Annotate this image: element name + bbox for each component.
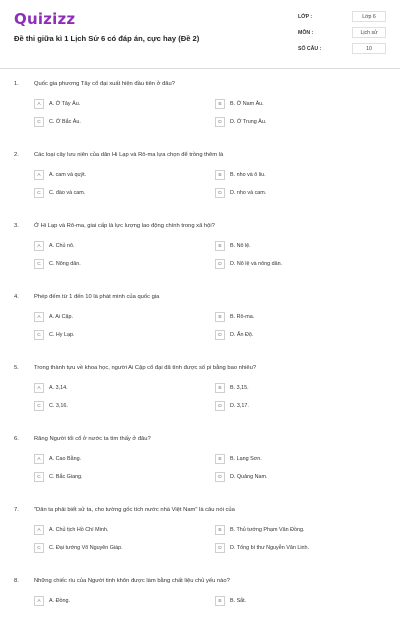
option-b-key: B <box>215 241 225 251</box>
option-a-key: A <box>34 241 44 251</box>
option-d-key: D <box>215 472 225 482</box>
option-c-key: C <box>34 330 44 340</box>
option-c-key: C <box>34 401 44 411</box>
question-list <box>0 76 400 644</box>
quizizz-logo: Quizizz <box>14 10 76 28</box>
option-a[interactable] <box>34 239 184 253</box>
option-a-text: A. cam và quýt. <box>49 172 87 178</box>
question-item <box>0 573 400 644</box>
question-item <box>0 147 400 218</box>
option-b-text: B. Rô-ma. <box>230 314 255 320</box>
option-c[interactable] <box>34 115 184 129</box>
question-item <box>0 360 400 431</box>
option-b-text: B. Thủ tướng Phạm Văn Đồng. <box>230 527 305 533</box>
option-a-key: A <box>34 99 44 109</box>
option-a-key: A <box>34 170 44 180</box>
question-number: 6. <box>14 436 19 442</box>
page-title: Đề thi giữa kì 1 Lịch Sử 6 có đáp án, cực hay (Đề 2) <box>14 34 200 43</box>
subject-value: Lịch sử <box>352 27 386 38</box>
option-d[interactable] <box>215 470 365 484</box>
option-d-key: D <box>215 259 225 269</box>
worksheet-header <box>0 0 400 68</box>
option-c-key: C <box>34 117 44 127</box>
option-b-key: B <box>215 383 225 393</box>
option-d[interactable] <box>215 186 365 200</box>
option-b[interactable] <box>215 594 365 608</box>
question-number: 3. <box>14 223 19 229</box>
option-d-key: D <box>215 401 225 411</box>
option-b[interactable] <box>215 381 365 395</box>
option-d[interactable] <box>215 541 365 555</box>
subject-label: MÔN : <box>298 30 314 36</box>
option-c[interactable] <box>34 541 184 555</box>
question-item <box>0 502 400 573</box>
option-d-text: D. 3,17. <box>230 403 249 409</box>
option-d-text: D. nho và cam. <box>230 190 267 196</box>
question-text: Phép đếm từ 1 đến 10 là phát minh của quốc gia <box>34 294 160 300</box>
question-text: "Dân ta phải biết sử ta, cho tường gốc tích nước nhà Việt Nam" là câu nói của <box>34 507 235 513</box>
option-d-text: D. Quảng Nam. <box>230 474 268 480</box>
option-a-text: A. 3,14. <box>49 385 68 391</box>
option-b[interactable] <box>215 523 365 537</box>
option-a-text: A. Ai Cập. <box>49 314 73 320</box>
option-a-key: A <box>34 596 44 606</box>
option-c[interactable] <box>34 399 184 413</box>
option-b[interactable] <box>215 310 365 324</box>
question-text: Răng Người tối cổ ở nước ta tìm thấy ở đâu? <box>34 436 151 442</box>
option-b-key: B <box>215 99 225 109</box>
option-b-key: B <box>215 596 225 606</box>
option-a[interactable] <box>34 452 184 466</box>
option-b-text: B. Sắt. <box>230 598 247 604</box>
option-b-key: B <box>215 454 225 464</box>
question-number: 1. <box>14 81 19 87</box>
option-d-key: D <box>215 117 225 127</box>
option-d-text: D. Tổng bí thư Nguyễn Văn Linh. <box>230 545 310 551</box>
option-c-text: C. đào và cam. <box>49 190 86 196</box>
question-number: 5. <box>14 365 19 371</box>
option-a-text: A. Đồng. <box>49 598 70 604</box>
option-c-text: C. Ở Bắc Âu. <box>49 119 81 125</box>
option-b-text: B. Ở Nam Âu. <box>230 101 264 107</box>
question-count-label: SỐ CÂU : <box>298 46 322 52</box>
option-d[interactable] <box>215 115 365 129</box>
option-c-key: C <box>34 472 44 482</box>
option-c-text: C. Bắc Giang. <box>49 474 83 480</box>
option-a[interactable] <box>34 168 184 182</box>
option-a-key: A <box>34 383 44 393</box>
question-number: 4. <box>14 294 19 300</box>
header-divider <box>0 68 400 69</box>
option-a[interactable] <box>34 381 184 395</box>
option-a-text: A. Ở Tây Âu. <box>49 101 81 107</box>
option-b[interactable] <box>215 452 365 466</box>
option-a-text: A. Cao Bằng. <box>49 456 82 462</box>
option-a[interactable] <box>34 523 184 537</box>
option-d[interactable] <box>215 257 365 271</box>
option-a[interactable] <box>34 310 184 324</box>
grade-value: Lớp 6 <box>352 11 386 22</box>
option-d[interactable] <box>215 399 365 413</box>
option-c[interactable] <box>34 470 184 484</box>
option-b-text: B. Lạng Sơn. <box>230 456 262 462</box>
option-b-key: B <box>215 525 225 535</box>
option-d-text: D. Nô lệ và nông dân. <box>230 261 283 267</box>
question-item <box>0 218 400 289</box>
option-b[interactable] <box>215 168 365 182</box>
question-number: 2. <box>14 152 19 158</box>
question-number: 7. <box>14 507 19 513</box>
option-d-key: D <box>215 188 225 198</box>
option-c-text: C. Đại tướng Võ Nguyên Giáp. <box>49 545 123 551</box>
question-number: 8. <box>14 578 19 584</box>
option-a-text: A. Chủ tịch Hồ Chí Minh. <box>49 527 109 533</box>
option-d-key: D <box>215 543 225 553</box>
option-d-text: D. Ở Trung Âu. <box>230 119 267 125</box>
question-item <box>0 431 400 502</box>
question-text: Những chiếc rìu của Người tinh khôn được làm bằng chất liệu chủ yếu nào? <box>34 578 230 584</box>
option-c[interactable] <box>34 186 184 200</box>
option-c-text: C. Nông dân. <box>49 261 81 267</box>
option-b-text: B. Nô lệ. <box>230 243 251 249</box>
option-b[interactable] <box>215 97 365 111</box>
option-d-key: D <box>215 330 225 340</box>
question-item <box>0 289 400 360</box>
option-b-text: B. nho và ô liu. <box>230 172 266 178</box>
question-item <box>0 76 400 147</box>
option-a-key: A <box>34 454 44 464</box>
option-c-key: C <box>34 188 44 198</box>
option-c-key: C <box>34 259 44 269</box>
question-text: Trong thành tựu về khoa học, người Ai Cập cổ đại đã tính được số pi bằng bao nhiêu? <box>34 365 257 371</box>
question-text: Các loại cây lưu niên của dân Hi Lạp và Rô-ma lựa chọn để trồng thêm là <box>34 152 224 158</box>
option-d[interactable] <box>215 328 365 342</box>
option-c-text: C. Hy Lạp. <box>49 332 75 338</box>
question-text: Ở Hi Lạp và Rô-ma, giai cấp là lực lượng lao động chính trong xã hội? <box>34 223 215 229</box>
option-a-text: A. Chủ nô. <box>49 243 75 249</box>
option-b-key: B <box>215 170 225 180</box>
option-c-key: C <box>34 543 44 553</box>
option-b[interactable] <box>215 239 365 253</box>
option-a-key: A <box>34 312 44 322</box>
option-a[interactable] <box>34 97 184 111</box>
option-a-key: A <box>34 525 44 535</box>
option-c[interactable] <box>34 257 184 271</box>
option-b-key: B <box>215 312 225 322</box>
option-b-text: B. 3,15. <box>230 385 249 391</box>
question-count-value: 10 <box>352 43 386 54</box>
option-a[interactable] <box>34 594 184 608</box>
question-text: Quốc gia phương Tây cổ đại xuất hiện đầu tiên ở đâu? <box>34 81 175 87</box>
option-c-text: C. 3,16. <box>49 403 68 409</box>
option-d-text: D. Ấn Độ. <box>230 332 254 338</box>
option-c[interactable] <box>34 328 184 342</box>
grade-label: LỚP : <box>298 14 313 20</box>
